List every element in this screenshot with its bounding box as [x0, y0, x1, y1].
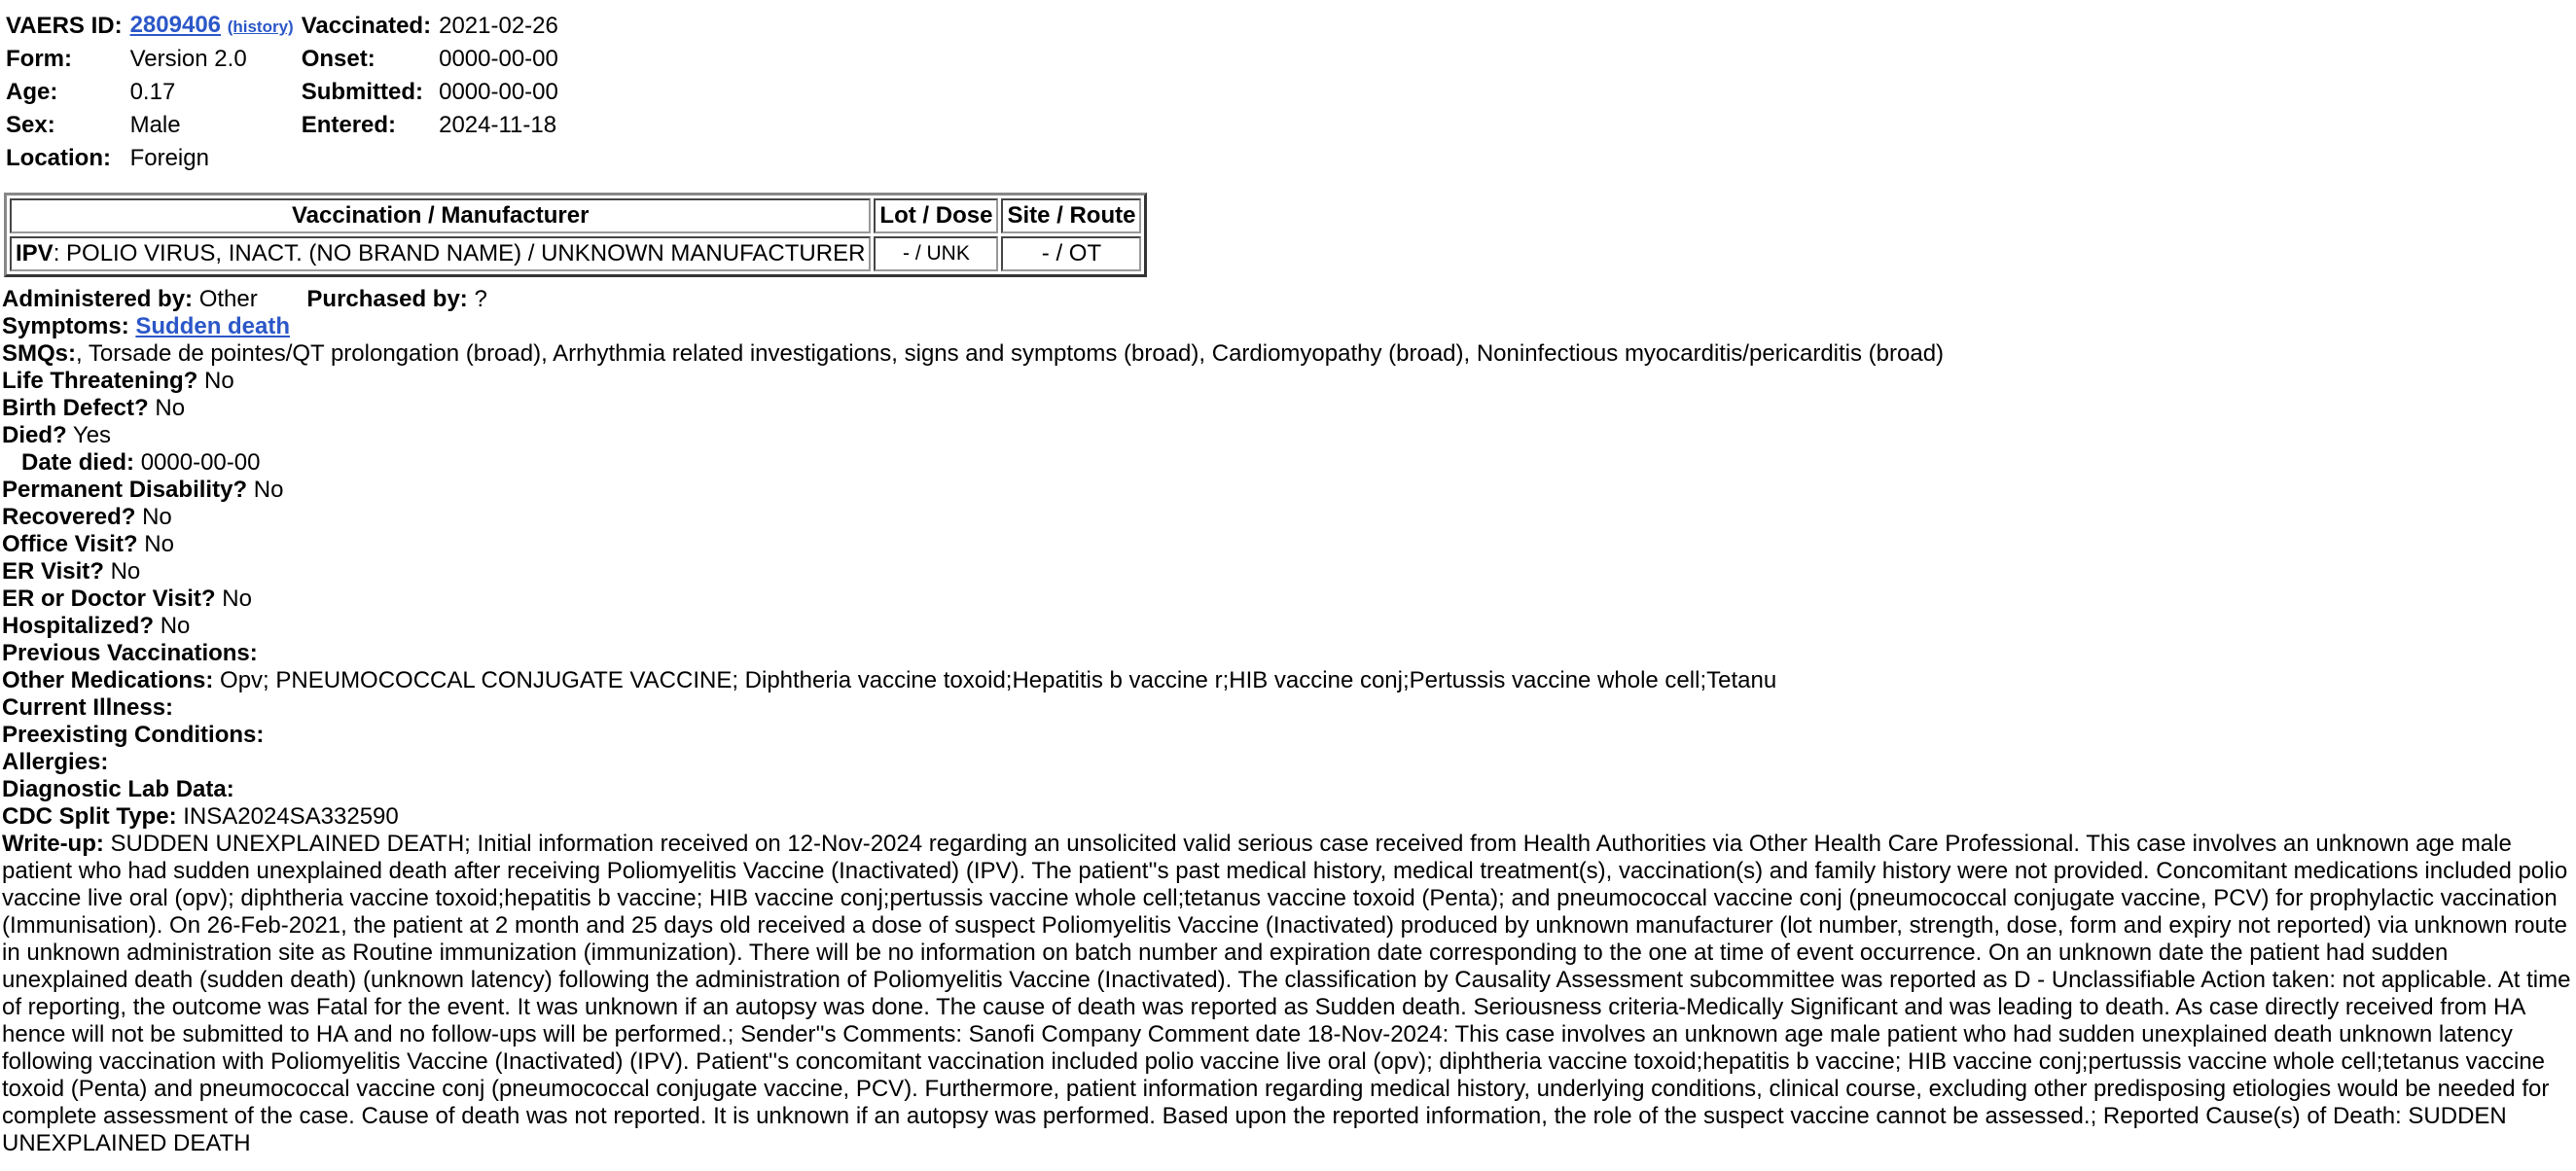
vaccinated-value: 2021-02-26	[439, 13, 558, 39]
permanent-disability-line	[2, 477, 2572, 504]
location-label: Location:	[6, 145, 111, 171]
vaers-id-link[interactable]: 2809406	[129, 12, 222, 38]
cdc-split-type-line	[2, 803, 2572, 831]
symptoms-label: Symptoms:	[2, 313, 129, 339]
er-visit-value: No	[110, 558, 141, 585]
preexisting-conditions-label: Preexisting Conditions:	[2, 722, 265, 748]
other-medications-line	[2, 667, 2572, 694]
died-line	[2, 422, 2572, 449]
vaccinated-label: Vaccinated:	[301, 13, 432, 39]
vaccination-table-header-row	[10, 198, 1141, 233]
er-doctor-visit-value: No	[222, 586, 252, 612]
office-visit-value: No	[144, 531, 174, 557]
vaccination-manufacturer-header: Vaccination / Manufacturer	[10, 198, 871, 233]
vaccination-table	[4, 193, 1147, 277]
smqs-label: SMQs:	[2, 340, 77, 367]
recovered-line	[2, 504, 2572, 531]
allergies-label: Allergies:	[2, 749, 109, 775]
history-link[interactable]: (history)	[227, 18, 294, 36]
date-died-value: 0000-00-00	[140, 449, 261, 476]
er-doctor-visit-line	[2, 586, 2572, 613]
entered-value: 2024-11-18	[439, 112, 557, 138]
diagnostic-lab-data-line	[2, 776, 2572, 803]
submitted-value: 0000-00-00	[439, 79, 558, 105]
entered-label: Entered:	[301, 112, 397, 138]
writeup-label: Write-up:	[2, 831, 104, 857]
life-threatening-value: No	[204, 368, 234, 394]
onset-label: Onset:	[301, 46, 376, 72]
submitted-label: Submitted:	[301, 79, 424, 105]
onset-value: 0000-00-00	[439, 46, 558, 72]
cdc-split-type-value: INSA2024SA332590	[183, 803, 399, 830]
current-illness-label: Current Illness:	[2, 694, 174, 721]
previous-vaccinations-label: Previous Vaccinations:	[2, 640, 258, 666]
writeup-section	[2, 831, 2572, 1157]
date-died-line	[2, 449, 2572, 477]
other-medications-value: Opv; PNEUMOCOCCAL CONJUGATE VACCINE; Diphtheria vaccine toxoid;Hepatitis b vaccine r;HIB vaccine conj;Pertussis vaccine whole cell;Tetanu	[220, 667, 1777, 693]
administered-by-value: Other	[198, 286, 258, 312]
vaccine-description: : POLIO VIRUS, INACT. (NO BRAND NAME) / UNKNOWN MANUFACTURER	[53, 240, 866, 266]
died-value: Yes	[72, 422, 112, 448]
empty-cell	[298, 142, 435, 175]
life-threatening-label: Life Threatening?	[2, 368, 198, 394]
age-value: 0.17	[129, 79, 176, 105]
lot-dose-cell: - / UNK	[874, 236, 998, 271]
vaccination-manufacturer-cell	[10, 236, 871, 271]
sex-value: Male	[129, 112, 181, 138]
birth-defect-value: No	[155, 395, 186, 421]
lot-dose-header: Lot / Dose	[874, 198, 998, 233]
vaers-id-cell	[126, 10, 298, 43]
recovered-label: Recovered?	[2, 504, 136, 530]
purchased-by-value: ?	[474, 286, 487, 312]
location-value: Foreign	[129, 145, 209, 171]
symptoms-line	[2, 313, 2572, 340]
age-label: Age:	[6, 79, 58, 105]
purchased-by-label: Purchased by:	[306, 286, 468, 312]
cdc-split-type-label: CDC Split Type:	[2, 803, 177, 830]
office-visit-line	[2, 531, 2572, 558]
site-route-cell: - / OT	[1001, 236, 1141, 271]
vaers-id-label: VAERS ID:	[6, 13, 123, 39]
form-value: Version 2.0	[129, 46, 247, 72]
other-medications-label: Other Medications:	[2, 667, 214, 693]
life-threatening-line	[2, 368, 2572, 395]
recovered-value: No	[142, 504, 172, 530]
died-label: Died?	[2, 422, 67, 448]
current-illness-line	[2, 694, 2572, 722]
permanent-disability-label: Permanent Disability?	[2, 477, 248, 503]
report-header-table	[2, 10, 562, 175]
writeup-text: SUDDEN UNEXPLAINED DEATH; Initial information received on 12-Nov-2024 regarding an unsolicited valid serious case received from Health Authorities via Other Health Care Professional. This case involves an unknown age male patient who had sudden unexplained death after receiving Poliomyelitis Vaccine (Inactivated) (IPV). The patient''s past medical history, medical treatment(s), vaccination(s) and family history were not provided. Concomitant medications included polio vaccine live oral (opv); diphtheria vaccine toxoid;hepatitis b vaccine; HIB vaccine conj;pertussis vaccine whole cell;tetanus vaccine toxoid (Penta); and pneumococcal vaccine conj (pneumococcal conjugate vaccine, PCV) for prophylactic vaccination (Immunisation). On 26-Feb-2021, the patient at 2 month and 25 days old received a dose of suspect Poliomyelitis Vaccine (Inactivated) produced by unknown manufacturer (lot number, strength, dose, form and expiry not reported) via unknown route in unknown administration site as Routine immunization (immunization). There will be no information on batch number and expiration date corresponding to the one at time of event occurrence. On an unknown date the patient had sudden unexplained death (sudden death) (unknown latency) following the administration of Poliomyelitis Vaccine (Inactivated). The classification by Causality Assessment subcommittee was reported as D - Unclassifiable Action taken: not applicable. At time of reporting, the outcome was Fatal for the event. It was unknown if an autopsy was done. The cause of death was reported as Sudden death. Seriousness criteria-Medically Significant and was leading to death. As case directly received from HA hence will not be submitted to HA and no follow-ups will be performed.; Sender''s Comments: Sanofi Company Comment date 18-Nov-2024: This case involves an unknown age male patient who had sudden unexplained death unknown latency following vaccination with Poliomyelitis Vaccine (Inactivated) (IPV). Patient''s concomitant vaccination included polio vaccine live oral (opv); diphtheria vaccine toxoid;hepatitis b vaccine; HIB vaccine conj;pertussis vaccine whole cell;tetanus vaccine toxoid (Penta) and pneumococcal vaccine conj (pneumococcal conjugate vaccine, PCV). Furthermore, patient information regarding medical history, underlying conditions, clinical course, excluding other predisposing etiologies would be needed for complete assessment of the case. Cause of death was not reported. It is unknown if an autopsy was performed. Based upon the reported information, the role of the suspect vaccine cannot be assessed.; Reported Cause(s) of Death: SUDDEN UNEXPLAINED DEATH	[2, 831, 2571, 1156]
er-visit-label: ER Visit?	[2, 558, 104, 585]
smqs-line	[2, 340, 2572, 368]
allergies-line	[2, 749, 2572, 776]
office-visit-label: Office Visit?	[2, 531, 138, 557]
previous-vaccinations-line	[2, 640, 2572, 667]
permanent-disability-value: No	[253, 477, 284, 503]
empty-cell	[435, 142, 562, 175]
sex-label: Sex:	[6, 112, 55, 138]
vaccine-code: IPV	[16, 240, 54, 266]
diagnostic-lab-data-label: Diagnostic Lab Data:	[2, 776, 234, 802]
hospitalized-value: No	[160, 613, 191, 639]
er-doctor-visit-label: ER or Doctor Visit?	[2, 586, 216, 612]
administered-purchased-line	[2, 286, 2572, 313]
smqs-value: , Torsade de pointes/QT prolongation (broad), Arrhythmia related investigations, signs and symptoms (broad), Cardiomyopathy (broad), Noninfectious myocarditis/pericarditis (broad)	[76, 340, 1945, 367]
hospitalized-label: Hospitalized?	[2, 613, 155, 639]
preexisting-conditions-line	[2, 722, 2572, 749]
administered-by-label: Administered by:	[2, 286, 194, 312]
table-row	[10, 236, 1141, 271]
site-route-header: Site / Route	[1001, 198, 1141, 233]
er-visit-line	[2, 558, 2572, 586]
report-details	[2, 286, 2572, 1157]
symptom-link[interactable]: Sudden death	[135, 313, 291, 339]
form-label: Form:	[6, 46, 72, 72]
date-died-label: Date died:	[21, 449, 135, 476]
birth-defect-line	[2, 395, 2572, 422]
hospitalized-line	[2, 613, 2572, 640]
birth-defect-label: Birth Defect?	[2, 395, 149, 421]
